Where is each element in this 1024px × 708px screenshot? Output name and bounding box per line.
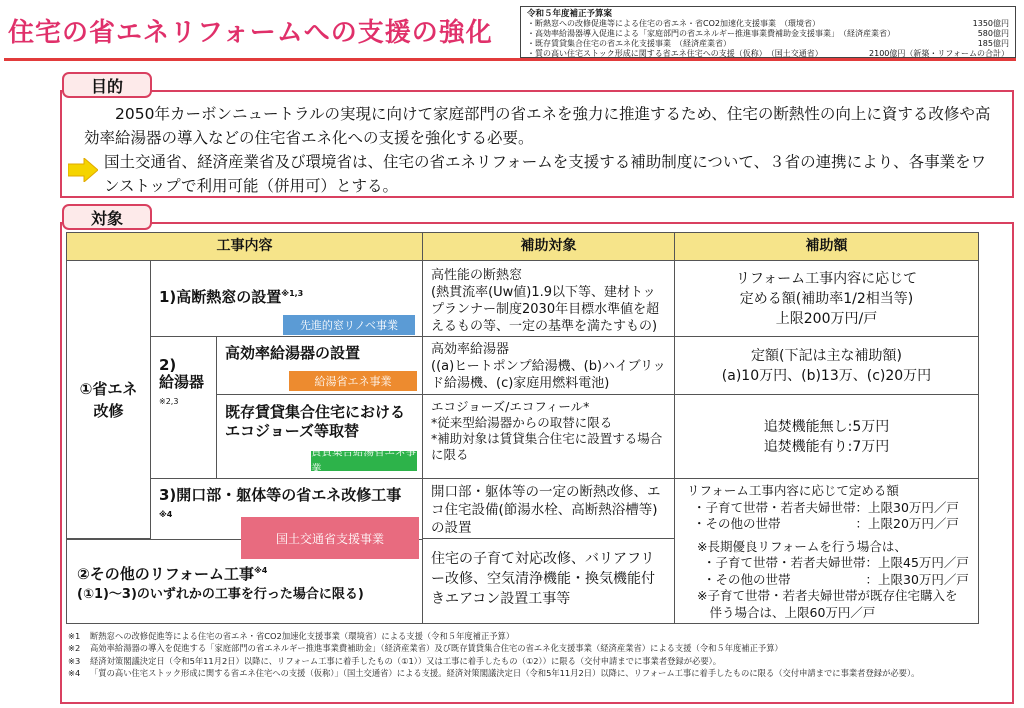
- budget-row: [527, 19, 1009, 29]
- budget-row-amount: 580億円: [977, 29, 1009, 38]
- purpose-tab: 目的: [62, 72, 152, 98]
- footnote-text: 経済対策閣議決定日（令和5年11月2日）以降に、リフォーム工事に着手したもの（①1））又は工事に着手したもの（①2））に限る（交付申請までに事業者登録が必要）。: [90, 655, 722, 666]
- item-rental-ecojozu: [217, 395, 423, 479]
- footnote-text: 高効率給湯器の導入を促進する「家庭部門の省エネルギー推進事業費補助金」（経済産業省）及び既存賃貸集合住宅の省エネ化支援事業（経済産業省）による支援（令和５年度補正予算）: [90, 643, 783, 654]
- footnote: [68, 630, 1008, 642]
- amount-line: ※長期優良リフォームを行う場合は、: [697, 538, 907, 554]
- target-tab: 対象: [62, 204, 152, 230]
- subsidy-target-ecojozu: エコジョーズ/エコフィール* *従来型給湯器からの取替に限る *補助対象は賃貸集合住宅に設置する場合に限る: [423, 395, 675, 479]
- footnote-mark: ※1: [68, 631, 81, 641]
- budget-row: [527, 49, 1009, 59]
- subsidy-amount-window: リフォーム工事内容に応じて 定める額(補助率1/2相当等) 上限200万円/戸: [675, 261, 978, 337]
- category-energy-retrofit: [67, 261, 151, 539]
- budget-heading: 令和５年度補正予算案: [527, 9, 613, 19]
- subsidy-amount-heater: 定額(下記は主な補助額) (a)10万円、(b)13万、(c)20万円: [675, 337, 978, 395]
- amount-line: ※子育て世帯・若者夫婦世帯が既存住宅購入を: [697, 588, 958, 603]
- subsidy-amount-ecojozu: 追焚機能無し:5万円 追焚機能有り:7万円: [675, 395, 978, 479]
- footnote-mark: ※3: [68, 655, 81, 666]
- footnote: [68, 655, 1008, 667]
- header-subsidy-target: 補助対象: [423, 233, 675, 261]
- page-title: 住宅の省エネリフォームへの支援の強化: [8, 18, 493, 48]
- program-badge: 賃貸集合給湯省エネ事業: [311, 446, 416, 475]
- subsidy-amount-mlit: [675, 479, 978, 623]
- footnote: [68, 667, 1008, 679]
- amount-line: 伴う場合は、上限60万円／戸: [697, 604, 876, 620]
- budget-row-amount: 185億円: [977, 39, 1009, 48]
- subsidy-target-opening: 開口部・躯体等の一定の断熱改修、エコ住宅設備(節湯水栓、高断熱浴槽等)の設置: [423, 479, 675, 539]
- category-label: ①省エネ 改修: [79, 379, 138, 420]
- subsidy-table: [66, 232, 979, 624]
- item-water-heater: [151, 337, 217, 479]
- item-insulated-window: [151, 261, 423, 337]
- amount-line: ・その他の世帯 ：上限20万円／戸: [693, 516, 959, 531]
- item-sublabel: (①1)～3)のいずれかの工事を行った場合に限る): [77, 587, 364, 602]
- footnote-text: 「質の高い住宅ストック形成に関する省エネ住宅への支援（仮称）」（国土交通省）による支援。経済対策閣議決定日（令和5年11月2日）以降に、リフォーム工事に着手したものに限る（交付申請までに事業者登録が必要）。: [90, 667, 920, 678]
- footnote-mark: ※2: [68, 643, 81, 654]
- amount-line: ・子育て世帯・若者夫婦世帯：上限45万円／戸: [703, 555, 969, 570]
- item-label: 2) 給湯器: [159, 356, 205, 391]
- footnotes: [68, 630, 1008, 679]
- purpose-text: 2050年カーボンニュートラルの実現に向けて家庭部門の省エネを強力に推進するため、住宅の断熱性の向上に資する改修や高効率給湯器の導入などの住宅省エネ化への支援を強化する必要。: [84, 105, 991, 147]
- program-badge: 先進的窓リノベ事業: [283, 315, 415, 335]
- budget-row-amount: 1350億円: [972, 19, 1009, 28]
- budget-row-label: ・既存賃貸集合住宅の省エネ化支援事業 （経済産業省）: [527, 39, 731, 48]
- subsidy-target-heater: 高効率給湯器 ((a)ヒートポンプ給湯機、(b)ハイブリッド給湯機、(c)家庭用燃料電池): [423, 337, 675, 395]
- budget-row: [527, 29, 1009, 39]
- amount-line: ・子育て世帯・若者夫婦世帯：上限30万円／戸: [693, 499, 959, 515]
- footnote-mark: ※4: [68, 667, 81, 678]
- footnote-ref: ※4: [253, 566, 268, 575]
- budget-row-label: ・高効率給湯器導入促進による「家庭部門の省エネルギー推進事業費補助金支援事業」 （経済産業省）: [527, 29, 895, 38]
- budget-row-label: ・質の高い住宅ストック形成に関する省エネ住宅への支援（仮称） （国土交通省）: [527, 49, 823, 58]
- footnote-text: 断熱窓への改修促進等による住宅の省エネ・省CO2加速化支援事業（環境省）による支援（令和５年度補正予算）: [90, 631, 515, 641]
- program-badge-mlit: 国土交通省支援事業: [241, 517, 419, 559]
- amount-line: ・その他の世帯 ：上限30万円／戸: [703, 571, 969, 587]
- subsidy-target-other: 住宅の子育て対応改修、バリアフリー改修、空気清浄機能・換気機能付きエアコン設置工事等: [423, 539, 675, 623]
- item-label: 既存賃貸集合住宅におけるエコジョーズ等取替: [225, 403, 406, 440]
- item-label: ②その他のリフォーム工事: [77, 565, 254, 583]
- program-badge: 給湯省エネ事業: [289, 371, 417, 391]
- item-label: 1)高断熱窓の設置: [159, 288, 282, 306]
- header-subsidy-amount: 補助額: [675, 233, 978, 261]
- amount-line: リフォーム工事内容に応じて定める額: [687, 483, 899, 498]
- budget-row-label: ・断熱窓への改修促進等による住宅の省エネ・省CO2加速化支援事業 （環境省）: [527, 19, 820, 28]
- item-high-efficiency-heater: [217, 337, 423, 395]
- purpose-box: [60, 90, 1014, 198]
- arrow-right-icon: [68, 158, 98, 182]
- purpose-conclusion: [68, 150, 998, 198]
- header-work-content: 工事内容: [67, 233, 423, 261]
- footnote-ref: ※2,3: [159, 397, 179, 406]
- footnote: [68, 642, 1008, 654]
- footnote-ref: ※1,3: [281, 289, 304, 298]
- subsidy-target-window: 高性能の断熱窓 (熱貫流率(Uw値)1.9以下等、建材トップランナー制度2030年目標水準値を超えるもの等、一定の基準を満たすもの): [423, 261, 675, 337]
- item-label: 高効率給湯器の設置: [225, 344, 361, 362]
- budget-row: [527, 39, 1009, 49]
- budget-box: [520, 6, 1016, 58]
- item-label: 3)開口部・躯体等の省エネ改修工事: [159, 486, 402, 504]
- purpose-conclusion-text: 国土交通省、経済産業省及び環境省は、住宅の省エネリフォームを支援する補助制度について、３省の連携により、各事業をワンストップで利用可能（併用可）とする。: [104, 153, 987, 195]
- budget-row-amount: 2100億円（新築・リフォームの合計）: [869, 49, 1009, 58]
- footnote-ref: ※4: [159, 510, 173, 519]
